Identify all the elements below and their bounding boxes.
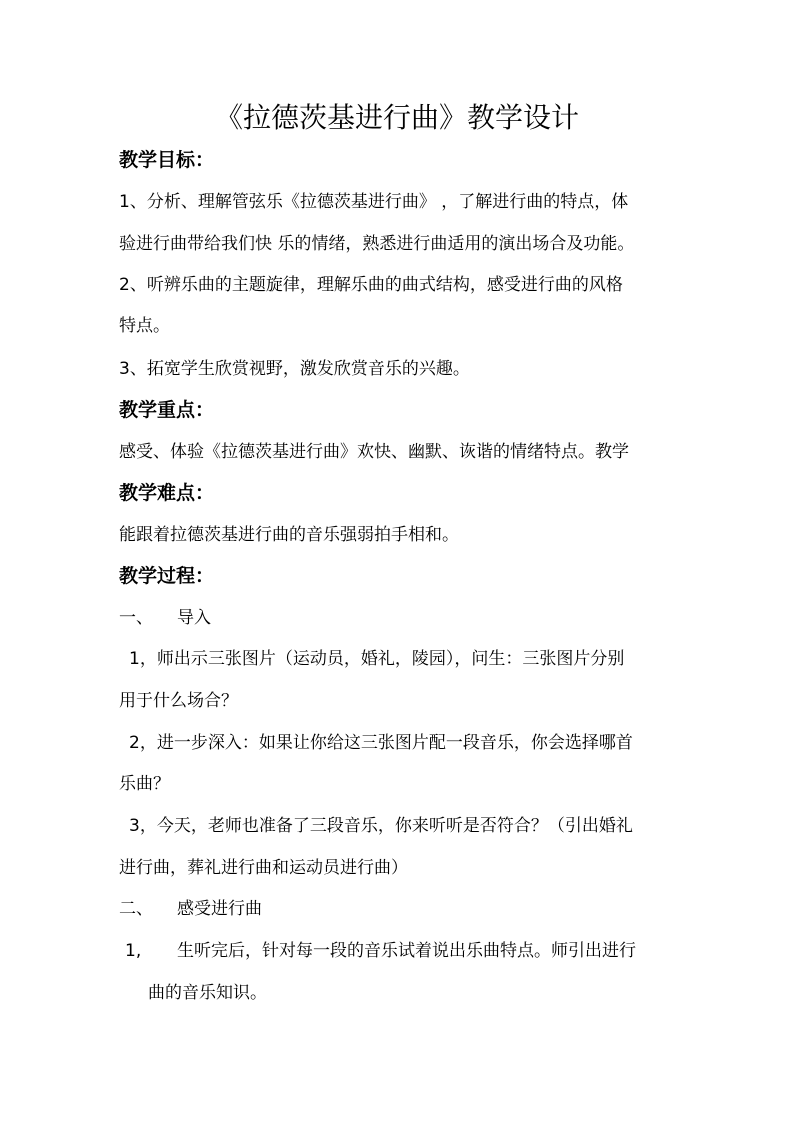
section-1-title: 导入 xyxy=(177,608,211,628)
objective-2-line-1: 2、听辨乐曲的主题旋律，理解乐曲的曲式结构，感受进行曲的风格 xyxy=(119,275,623,295)
section-1-number: 一、 xyxy=(119,608,153,628)
step-2-line-1: 2，进一步深入：如果让你给这三张图片配一段音乐，你会选择哪首 xyxy=(129,733,633,753)
section-2-title: 感受进行曲 xyxy=(177,899,262,919)
process-heading: 教学过程： xyxy=(119,565,215,587)
section-2-item-1-line-1: 生听完后，针对每一段的音乐试着说出乐曲特点。师引出进行 xyxy=(177,941,636,961)
key-points-text: 感受、体验《拉德茨基进行曲》欢快、幽默、诙谐的情绪特点。教学 xyxy=(119,442,629,462)
step-1-line-1: 1，师出示三张图片（运动员，婚礼，陵园），问生：三张图片分别 xyxy=(129,649,625,669)
objective-1-line-1: 1、分析、理解管弦乐《拉德茨基进行曲》 ，了解进行曲的特点，体 xyxy=(119,192,629,212)
difficulties-text: 能跟着拉德茨基进行曲的音乐强弱拍手相和。 xyxy=(119,525,459,545)
difficulties-heading: 教学难点： xyxy=(119,482,215,504)
document-title: 《拉德茨基进行曲》教学设计 xyxy=(214,101,579,134)
objective-3: 3、拓宽学生欣赏视野，激发欣赏音乐的兴趣。 xyxy=(119,359,470,379)
objective-1-line-2: 验进行曲带给我们快 乐的情绪，熟悉进行曲适用的演出场合及功能。 xyxy=(119,234,635,254)
key-points-heading: 教学重点： xyxy=(119,399,215,421)
objective-2-line-2: 特点。 xyxy=(119,316,170,336)
section-2-number: 二、 xyxy=(119,899,153,919)
objectives-heading: 教学目标： xyxy=(119,149,215,171)
step-1-line-2: 用于什么场合？ xyxy=(119,691,238,711)
step-3-line-2: 进行曲，葬礼进行曲和运动员进行曲） xyxy=(119,858,408,878)
step-3-line-1: 3，今天，老师也准备了三段音乐，你来听听是否符合？（引出婚礼 xyxy=(129,816,633,836)
section-2-item-1-number: 1, xyxy=(125,941,142,961)
step-2-line-2: 乐曲？ xyxy=(119,774,170,794)
section-2-item-1-line-2: 曲的音乐知识。 xyxy=(148,983,267,1003)
